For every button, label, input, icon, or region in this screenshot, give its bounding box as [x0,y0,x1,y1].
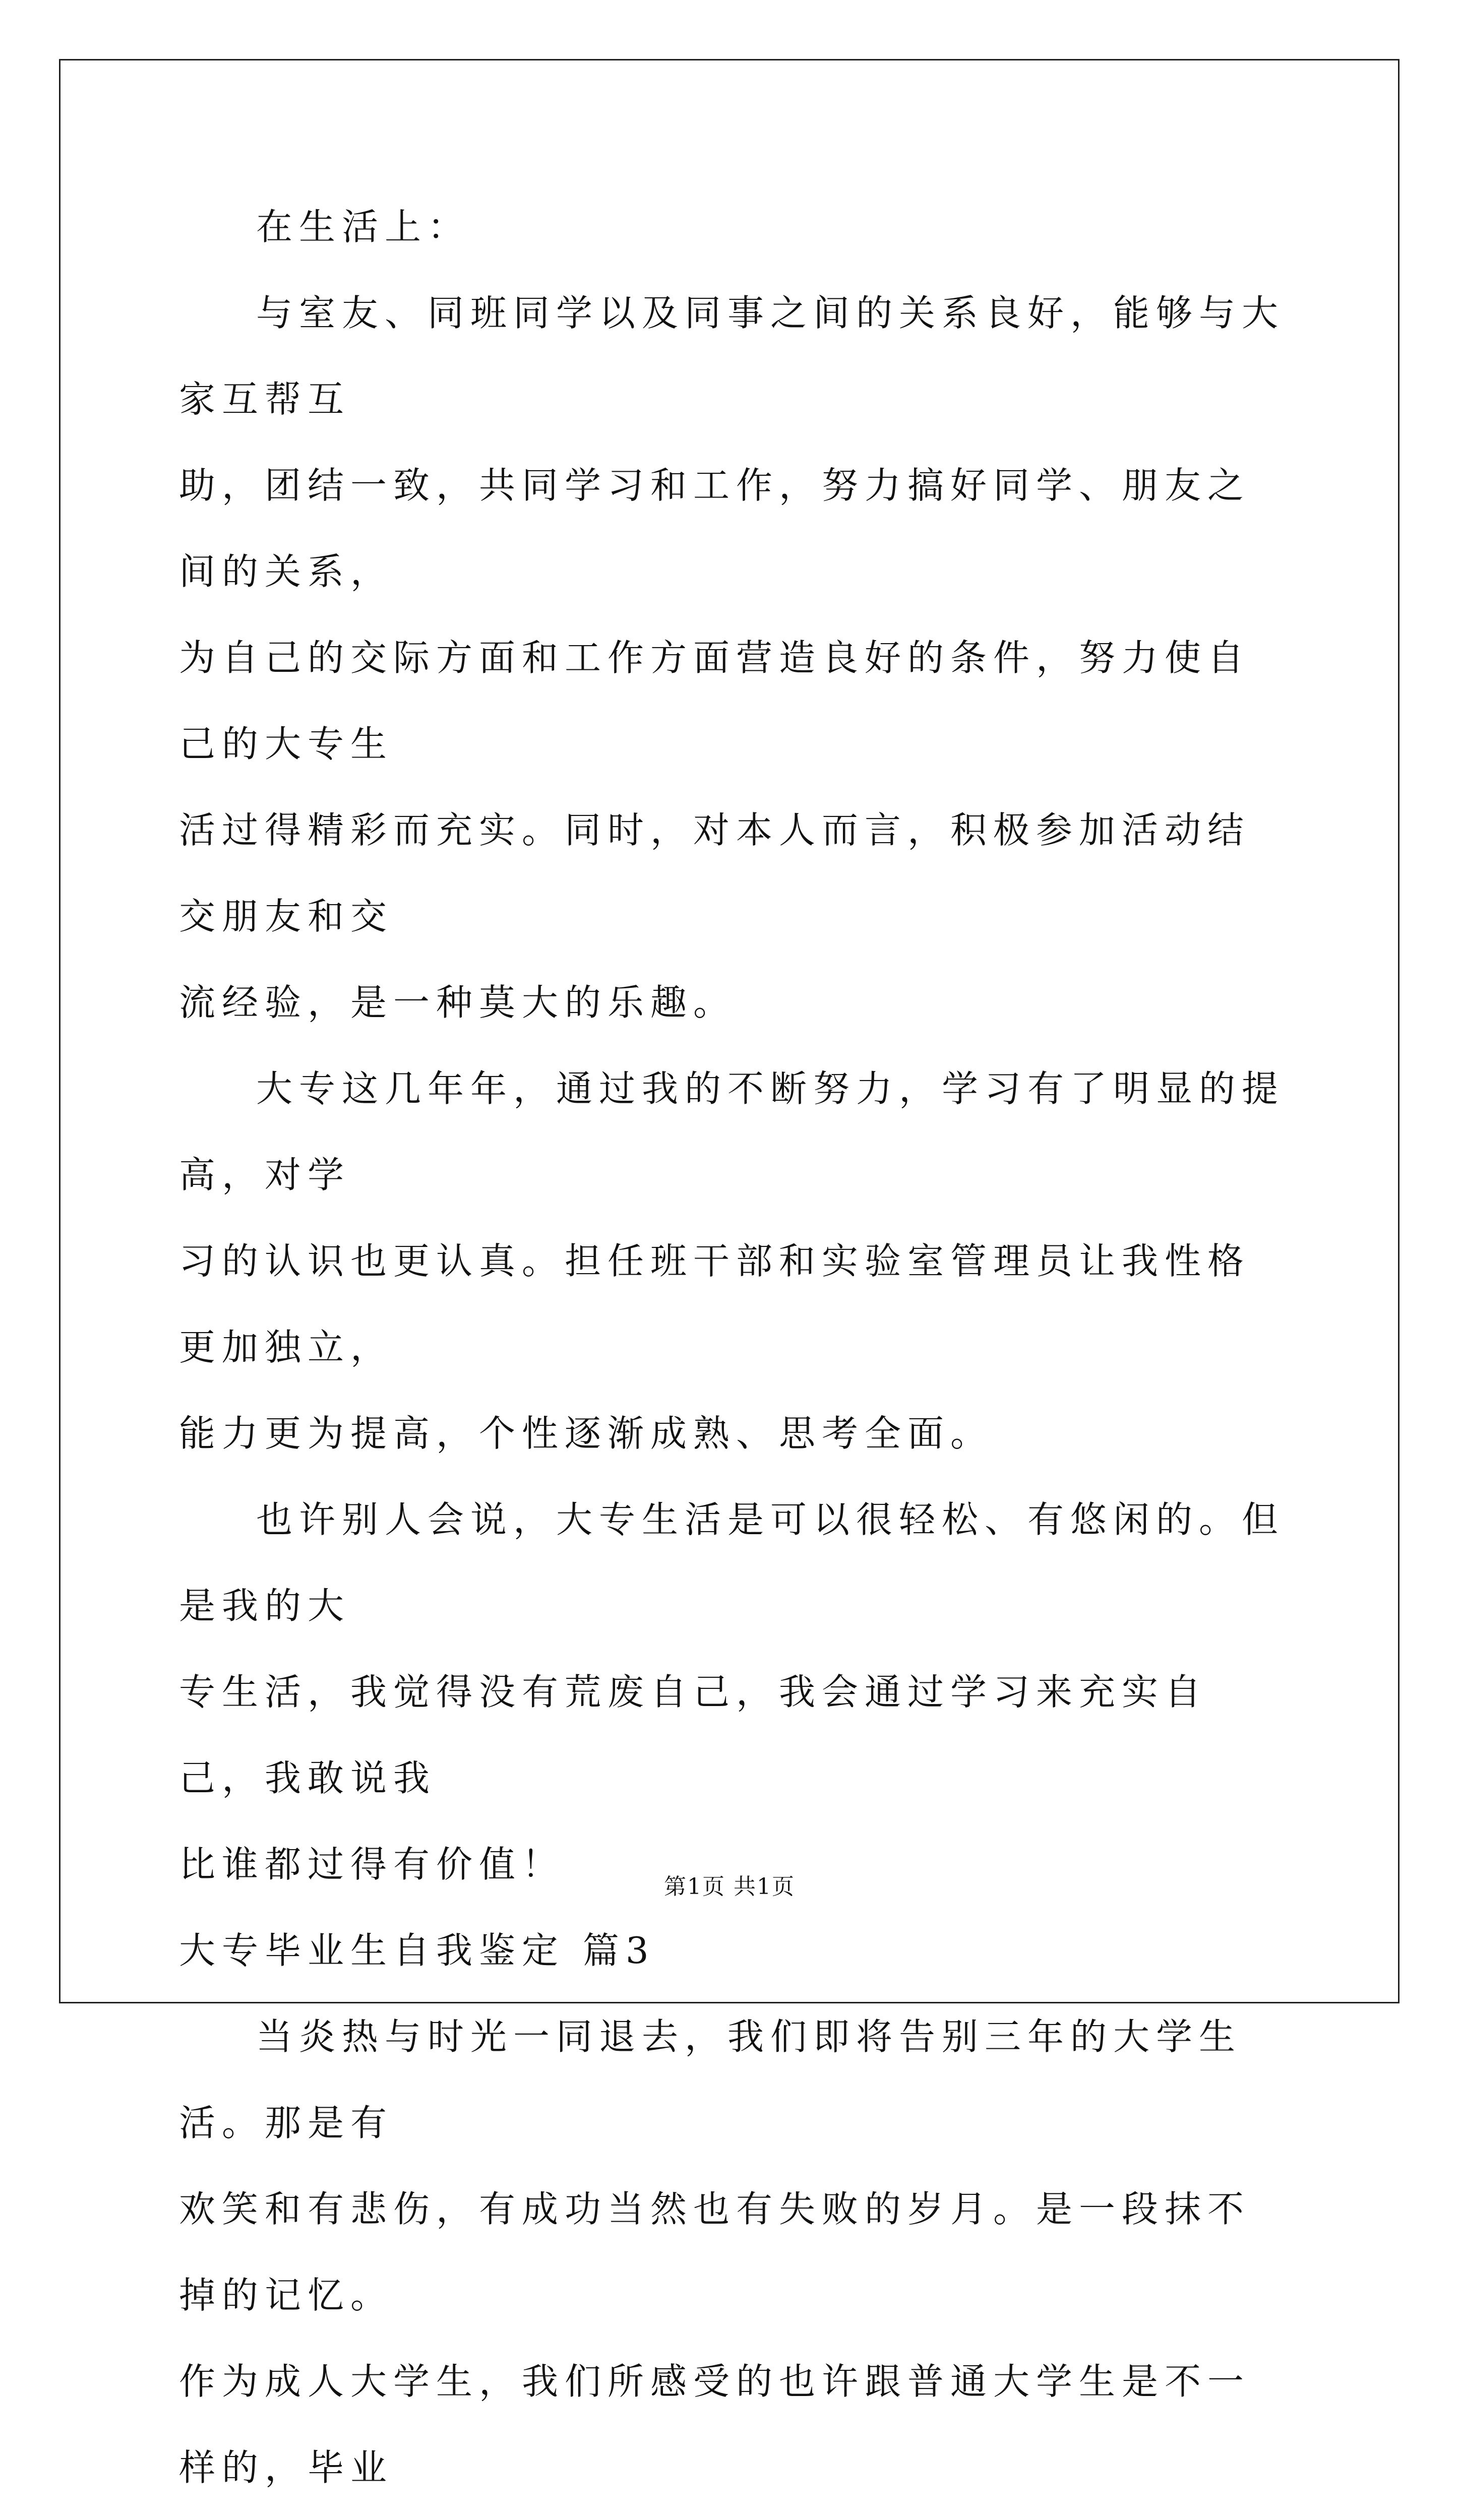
body-line: 大专这几年年，通过我的不断努力，学习有了明显的提高，对学 [179,1067,1285,1196]
body-line: 为自己的交际方面和工作方面营造良好的条件，努力使自己的大专生 [179,637,1251,765]
body-line: 也许别人会说，大专生活是可以很轻松、有悠闲的。但是我的大 [179,1498,1285,1627]
body-line: 比谁都过得有价值！ [179,1843,565,1885]
body-line: 在生活上： [256,206,471,248]
section-heading: 大专毕业生自我鉴定 篇3 [179,1929,655,1972]
document-body [179,184,1288,2520]
body-line: 与室友、同班同学以及同事之间的关系良好，能够与大家互帮互 [179,292,1285,420]
body-line: 作为成人大学生，我们所感受的也许跟普通大学生是不一样的，毕业 [179,2360,1251,2489]
body-line: 习的认识也更认真。担任班干部和实验室管理员让我性格更加独立， [179,1240,1251,1368]
body-line: 流经验，是一种莫大的乐趣。 [179,981,737,1024]
body-line: 欢笑和有悲伤，有成功当然也有失败的岁月。是一段抹不掉的记忆。 [179,2188,1251,2316]
body-line: 活过得精彩而充实。同时，对本人而言，积极参加活动结交朋友和交 [179,809,1251,937]
body-line: 专生活，我觉得没有荒废自己，我会通过学习来充实自己，我敢说我 [179,1671,1208,1799]
body-line: 能力更为提高，个性逐渐成熟、思考全面。 [179,1412,994,1455]
body-line [179,2511,1288,2520]
body-line: 当炎热与时光一同退去，我们即将告别三年的大学生活。那是有 [179,2015,1242,2144]
body-line: 助，团结一致，共同学习和工作，努力搞好同学、朋友之间的关系， [179,464,1251,593]
page-footer: 第1页 共1页 [664,1874,795,1900]
